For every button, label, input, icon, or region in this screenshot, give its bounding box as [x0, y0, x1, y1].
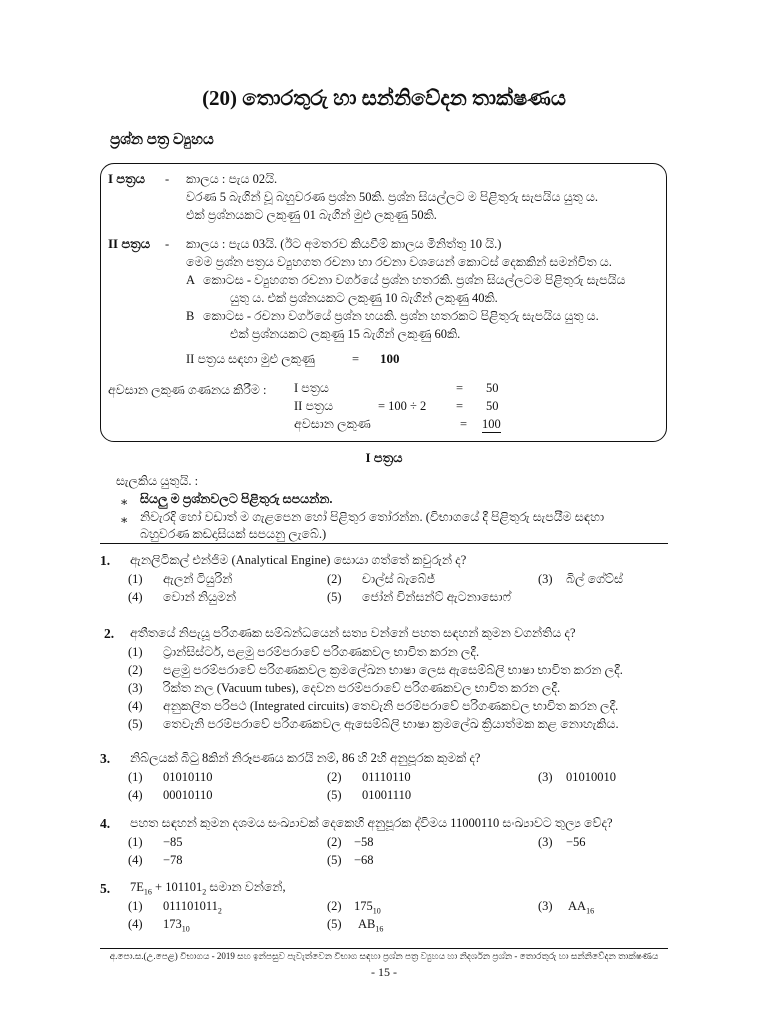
- option-number: (4): [128, 788, 143, 802]
- option-number: (1): [128, 770, 143, 784]
- question-text: ඇනලිටිකල් එන්ජිම (Analytical Engine) සොයා ගත්තේ කවුරුන් ද?: [130, 553, 467, 567]
- paper2-time: කාලය : පැය 03යි. (ඊට අමතරව කියවීම් කාලය මිනිත්තු 10 යි.): [186, 237, 502, 251]
- calc-row-expr: = 100 ÷ 2: [378, 399, 427, 413]
- calc-row-eq: =: [456, 399, 464, 413]
- final-calc-label: අවසාන ලකුණ ගණනය කිරීම :: [108, 383, 267, 397]
- calc-row-value: 100: [482, 417, 501, 431]
- option-text: ට්‍රාන්සිස්ටර්, පළමු පරම්පරාවේ පරිගණකවල භාවිත කරන ලදී.: [163, 645, 480, 659]
- question-number: 2.: [104, 626, 115, 641]
- question-text: $7E_{16} + 101101_2$ සමාන වන්නේ,: [130, 880, 286, 897]
- note-heading: සැලකිය යුතුයි. :: [116, 474, 199, 488]
- option-text: $011101011_2$: [163, 899, 222, 916]
- option-text: පළමු පරම්පරාවේ පරිගණකවල ක්‍රමලේඛන භාෂා ලෙස ඇසෙම්බ්ලි භාෂා භාවිත කරන ලදී.: [163, 663, 623, 677]
- paper1-dash: -: [165, 172, 170, 186]
- question-text: පහත සඳහන් කුමන දශමය සංඛ්‍යාවක් දෙකෙහි අනුපූරක ද්විමය 11000110 සංඛ්‍යාවට තුල්‍ය වේද?: [130, 816, 613, 830]
- option-number: (3): [128, 681, 143, 695]
- option-text: −68: [354, 853, 374, 867]
- option-text: අනුකලිත පරිපථ (Integrated circuits) තෙවැනි පරම්පරාවේ පරිගණකවල භාවිත කරන ලදී.: [163, 699, 619, 713]
- option-number: (3): [538, 899, 553, 913]
- calc-row-label: අවසාන ලකුණ: [294, 417, 371, 431]
- calc-row-label: II පත්‍රය: [294, 399, 334, 413]
- page-number: - 15 -: [371, 965, 397, 979]
- option-number: (4): [128, 590, 143, 604]
- option-text: බිල් ගේට්ස්: [566, 572, 624, 586]
- section-b-line1: කොටස - රචනා වර්ගයේ ප්‍රශ්න හයකි. ප්‍රශ්න හතරකට පිළිතුරු සැපයිය යුතු ය.: [203, 309, 599, 323]
- question-text: නිබ්ලයක් බිටු 8කින් නිරූපණය කරයි නම්, 86 හි 2හි අනුපූරක කුමක් ද?: [130, 751, 481, 765]
- option-number: (5): [128, 717, 143, 731]
- paper2-total-value: 100: [380, 351, 400, 366]
- option-text: වොන් නියුමන්: [163, 590, 237, 604]
- section-heading: ප්‍රශ්න පත්‍ර ව්‍යුහය: [110, 132, 214, 148]
- option-number: (4): [128, 917, 143, 931]
- option-number: (2): [128, 663, 143, 677]
- calc-row-label: I පත්‍රය: [294, 381, 329, 395]
- paper2-total-label: II පත්‍රය සඳහා මුළු ලකුණු: [186, 352, 315, 366]
- option-number: (5): [327, 590, 342, 604]
- note-item: බහුවරණ කඩදාසියක් සපයනු ලැබේ.): [140, 527, 327, 541]
- page-title: (20) තොරතුරු හා සන්නිවේදන තාක්ෂණය: [202, 86, 566, 110]
- option-number: (4): [128, 699, 143, 713]
- option-text: $AB_{16}$: [358, 917, 384, 934]
- option-number: (3): [538, 770, 553, 784]
- question-number: 3.: [100, 751, 111, 766]
- option-text: −56: [566, 835, 586, 849]
- question-number: 5.: [100, 881, 111, 896]
- option-text: 00010110: [163, 788, 213, 802]
- section-a-label: A: [186, 273, 196, 287]
- note-item: නිවැරදි හෝ වඩාත් ම ගැළපෙන හෝ පිළිතුර තෝරන්න. (විභාගයේ දී පිළිතුරු සැපයීම සඳහා: [140, 510, 605, 524]
- option-number: (3): [538, 835, 553, 849]
- section-a-line1: කොටස - ව්‍යුහගත රචනා වර්ගයේ ප්‍රශ්න හතරකි. ප්‍රශ්න සියල්ලටම පිළිතුරු සැපයිය: [203, 273, 626, 287]
- calc-row-eq: =: [456, 381, 464, 395]
- paper1-line3: එක් ප්‍රශ්නයකට ලකුණු 01 බැගින් මුළු ලකුණු 50කි.: [186, 208, 437, 222]
- footer-text: අ.පො.ස.(උ.පෙළ) විභාගය - 2019 සහ ඉන්පසුව පැවැත්වෙන විභාග සඳහා ප්‍රශ්න පත්‍ර ව්‍යුහය හා නිදර්ශන ප්‍රශ්න - තොරතුරු හා සන්නිවේදන තාක්ෂණය: [109, 951, 659, 961]
- option-text: 01010010: [566, 770, 616, 784]
- question-text: අතීතයේ නිපැයූ පරිගණක සම්බන්ධයෙන් සත්‍ය වන්නේ පහත සඳහන් කුමන වගන්තිය ද?: [130, 626, 576, 640]
- option-text: $AA_{16}$: [568, 899, 595, 916]
- option-text: $173_{10}$: [163, 917, 190, 934]
- option-number: (5): [327, 853, 342, 867]
- option-text: −85: [163, 835, 183, 849]
- calc-row-eq: =: [460, 417, 468, 431]
- option-text: 01001110: [362, 788, 412, 802]
- footer-divider: [100, 948, 668, 949]
- section-b-line2: එක් ප්‍රශ්නයකට ලකුණු 15 බැගින් ලකුණු 60කි.: [230, 327, 461, 341]
- paper1-line2: වරණ 5 බැගින් වූ බහුවරණ ප්‍රශ්න 50කි. ප්‍රශ්න සියල්ලට ම පිළිතුරු සැපයිය යුතු ය.: [186, 190, 598, 204]
- option-number: (1): [128, 645, 143, 659]
- option-number: (1): [128, 835, 143, 849]
- option-number: (5): [327, 917, 342, 931]
- option-number: (5): [327, 788, 342, 802]
- option-number: (4): [128, 853, 143, 867]
- option-number: (3): [538, 572, 553, 586]
- paper1-label: I පත්‍රය: [108, 171, 146, 186]
- option-text: 01010110: [163, 770, 213, 784]
- option-text: ජෝන් වින්සන්ට් ඇටනාසොෆ්: [362, 590, 511, 604]
- bullet-icon: ∗: [120, 495, 129, 509]
- option-text: −78: [163, 853, 183, 867]
- option-number: (1): [128, 572, 143, 586]
- paper2-line2: මෙම ප්‍රශ්න පත්‍රය ව්‍යුහගත රචනා හා රචනා වශයෙන් කොටස් දෙකකින් සමන්විත ය.: [186, 255, 612, 269]
- option-number: (2): [327, 835, 342, 849]
- option-number: (2): [327, 770, 342, 784]
- option-text: තෙවැනි පරම්පරාවේ පරිගණකවල ඇසෙම්බ්ලි භාෂා ක්‍රමලේඛ ක්‍රියාත්මක කළ නොහැකිය.: [163, 717, 619, 731]
- option-number: (1): [128, 899, 143, 913]
- option-text: 01110110: [362, 770, 411, 784]
- section-b-label: B: [186, 309, 195, 323]
- paper2-label: II පත්‍රය: [108, 236, 151, 251]
- question-number: 1.: [100, 553, 111, 568]
- option-number: (2): [327, 572, 342, 586]
- paper2-dash: -: [165, 237, 170, 251]
- option-text: $175_{10}$: [354, 899, 381, 916]
- part-heading: I පත්‍රය: [365, 450, 403, 465]
- option-number: (2): [327, 899, 342, 913]
- calc-row-value: 50: [486, 399, 499, 413]
- section-a-line2: යුතු ය. එක් ප්‍රශ්නයකට ලකුණු 10 බැගින් ලකුණු 40කි.: [230, 291, 498, 305]
- option-text: ඇලන් ටියුරින්: [163, 572, 233, 586]
- question-number: 4.: [100, 816, 111, 831]
- divider: [100, 543, 668, 544]
- paper2-total-eq: =: [352, 352, 360, 366]
- paper1-time: කාලය : පැය 02යි.: [186, 172, 278, 186]
- bullet-icon: ∗: [120, 513, 129, 527]
- option-text: චාල්ස් බැබේජ්: [362, 572, 436, 586]
- calc-row-value: 50: [486, 381, 499, 395]
- note-item: සියලු ම ප්‍රශ්නවලට පිළිතුරු සපයන්න.: [140, 492, 333, 506]
- option-text: −58: [354, 835, 374, 849]
- option-text: රික්ත නල (Vacuum tubes), දෙවන පරම්පරාවේ පරිගණකවල භාවිත කරන ලදී.: [163, 681, 561, 695]
